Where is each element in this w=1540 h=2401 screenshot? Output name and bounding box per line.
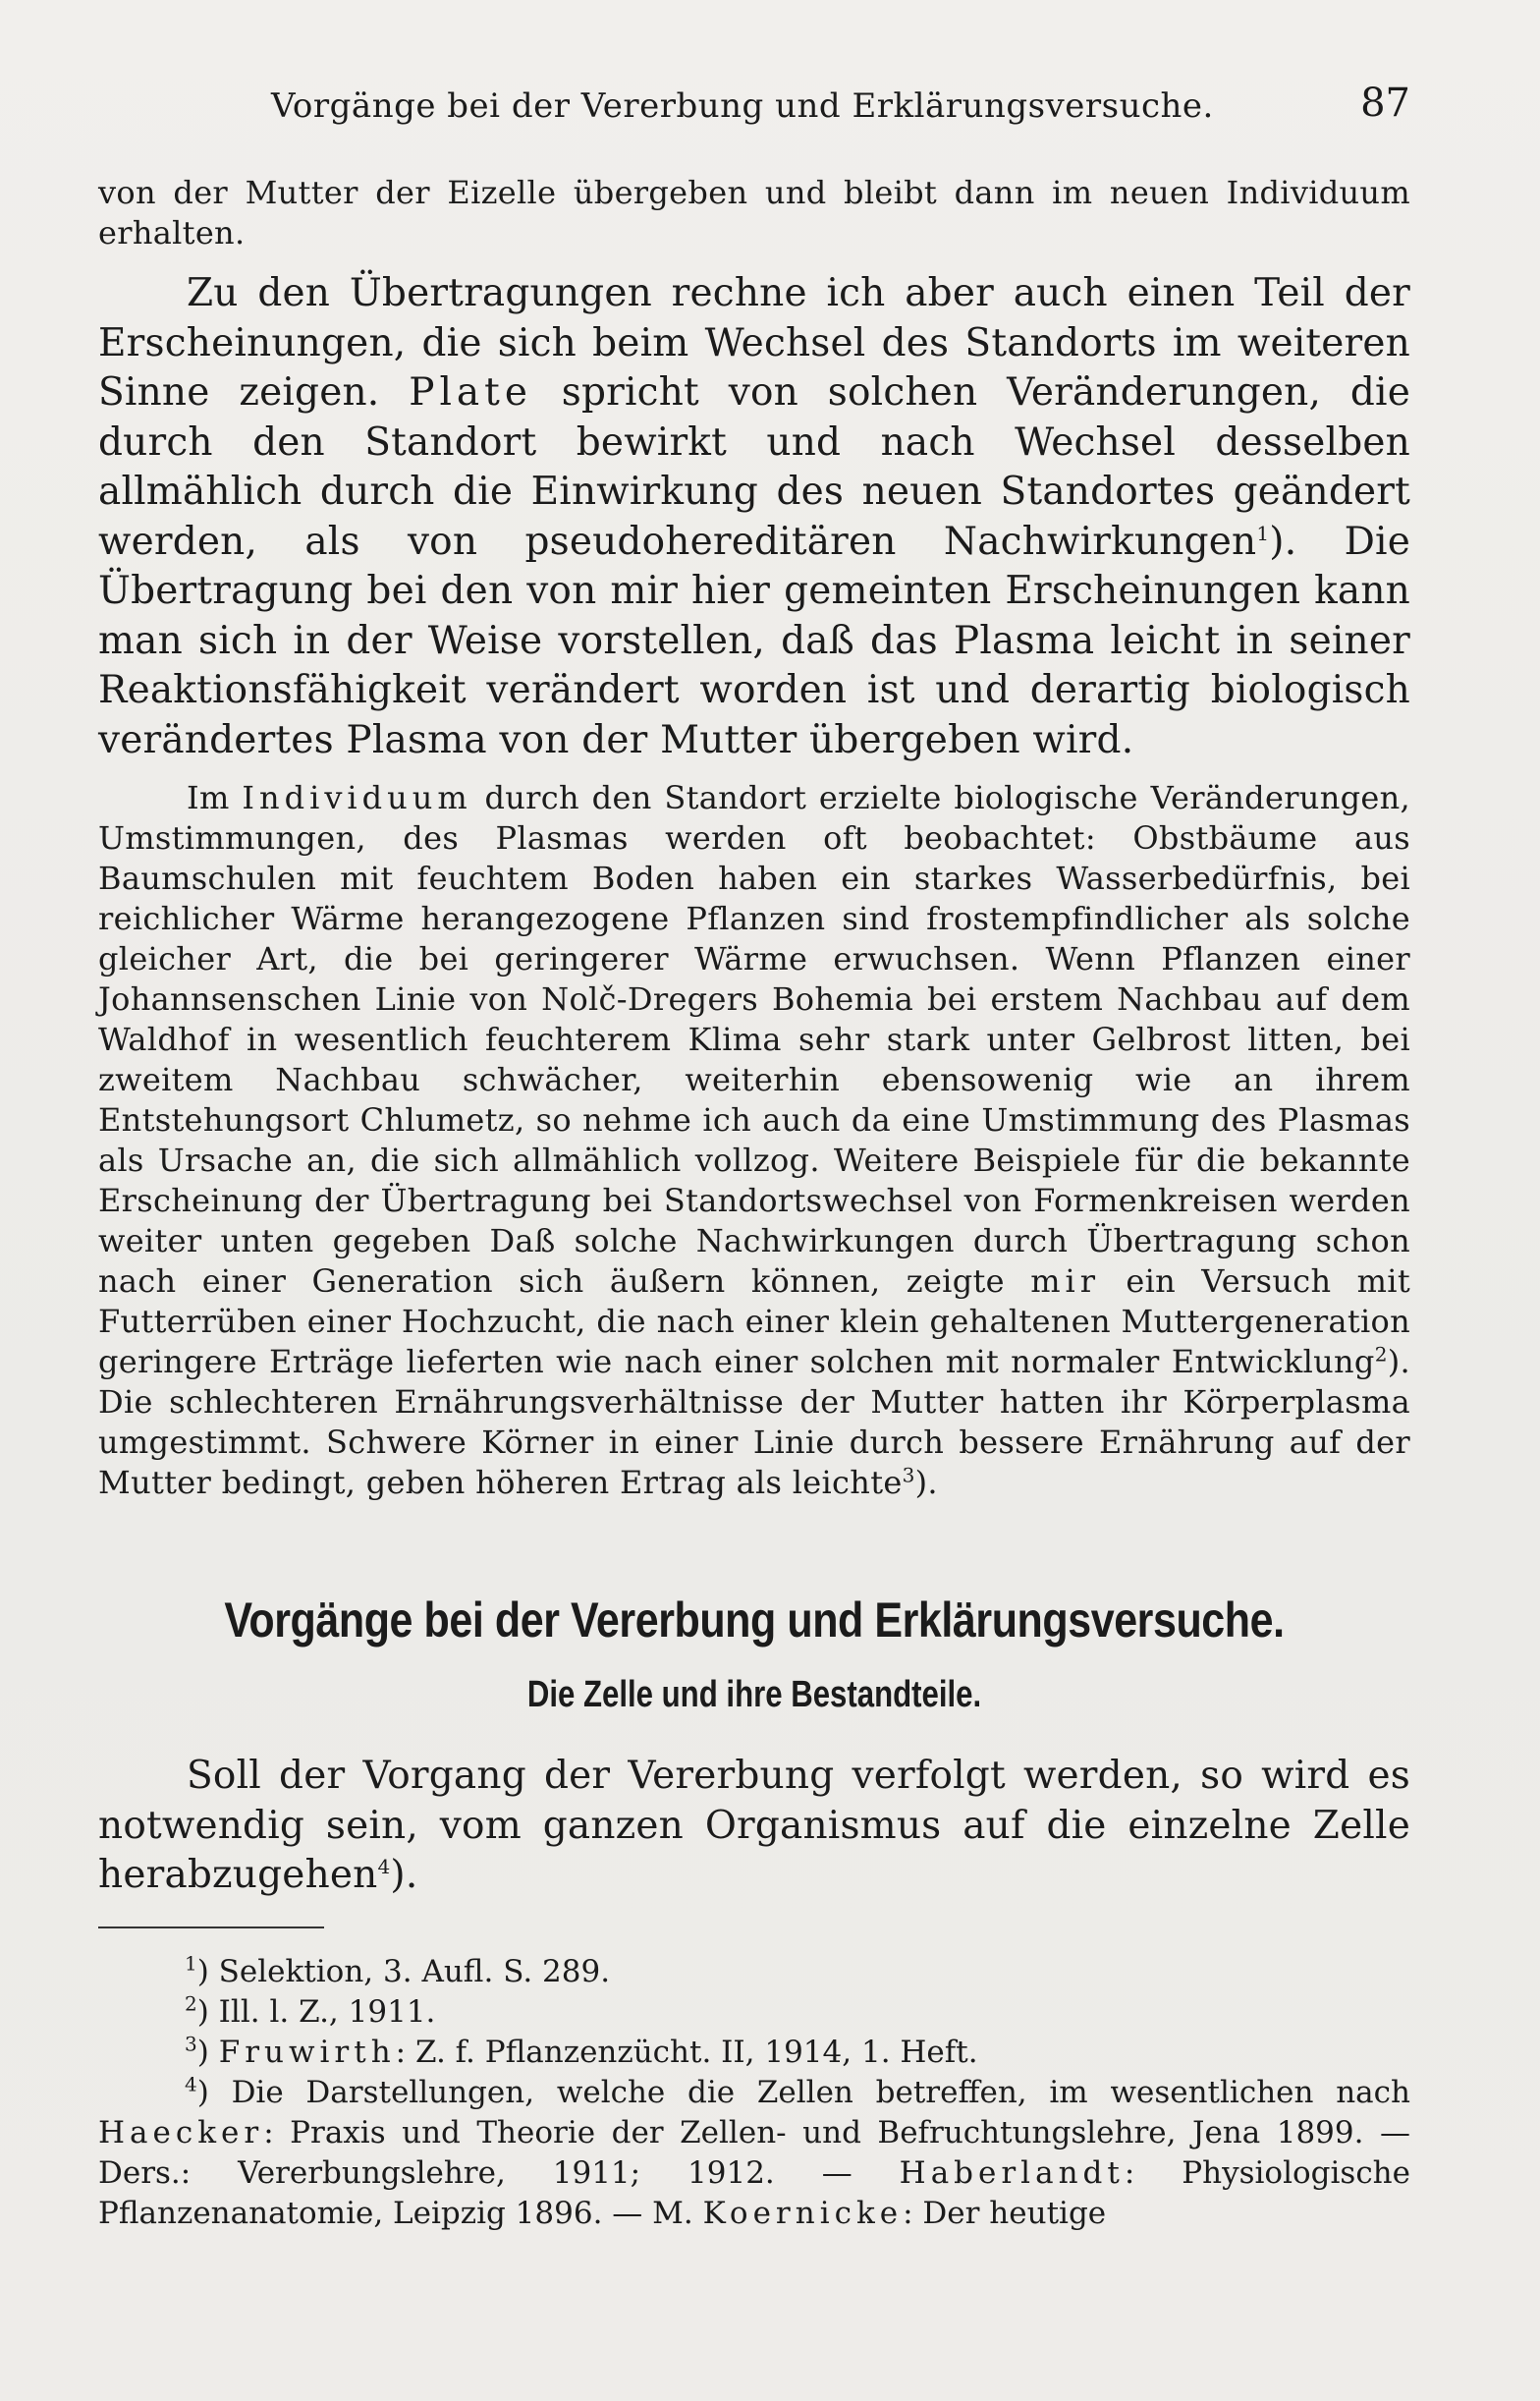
main-paragraph-transfer — [98, 269, 1410, 765]
footnote-ref: 4 — [377, 1855, 391, 1878]
footnote-text: ) Selektion, 3. Aufl. S. 289. — [196, 1954, 611, 1989]
subsection-heading: Die Zelle und ihre Bestandteile. — [526, 1674, 982, 1715]
running-head-title: Vorgänge bei der Vererbung und Erklärungsversuche. — [271, 86, 1214, 126]
footnote-mark: 4 — [185, 2072, 197, 2096]
footnote-text: ) — [196, 2035, 219, 2070]
text-run: ein Versuch mit Futterrüben einer Hochzucht, die nach einer klein gehaltenen Muttergeneration geringere Erträge lieferten wie nach einer solchen mit normaler Entwicklung — [98, 1262, 1410, 1380]
section-heading: Vorgänge bei der Vererbung und Erklärungsversuche. — [224, 1592, 1285, 1647]
footnotes — [98, 1952, 1410, 2234]
continuation-paragraph — [98, 173, 1410, 253]
footnote-3 — [98, 2033, 1410, 2073]
footnote-rule — [98, 1926, 324, 1928]
author-name-koernicke: Koernicke — [702, 2196, 904, 2231]
footnote-text: : Der heutige — [903, 2196, 1107, 2231]
text-run: Soll der Vorgang der Vererbung verfolgt werden, so wird es notwendig sein, vom ganzen Organismus auf die einzelne Zelle herabzugehen — [98, 1754, 1410, 1897]
footnote-ref: 2 — [1374, 1342, 1388, 1367]
footnote-mark: 2 — [185, 1991, 197, 2016]
small-print-paragraph — [98, 778, 1410, 1503]
footnote-ref: 1 — [1256, 521, 1270, 545]
footnote-mark: 3 — [185, 2032, 197, 2056]
text-run: ). Die schlechteren Ernährungsverhältnisse der Mutter hatten ihr Körperplasma umgestimmt. Schwere Körner in einer Linie durch bessere Ernährung auf der Mutter bedingt, geben höheren Ertrag als leichte — [98, 1343, 1410, 1501]
emphasis-mir: mir — [1030, 1262, 1101, 1300]
text-run: ). — [914, 1464, 938, 1501]
text-run: spricht von solchen Veränderungen, die durch den Standort bewirkt und nach Wechsel desselben allmählich durch die Einwirkung des neuen Standortes geändert werden, als von pseudohereditären Nachwirkungen — [98, 370, 1411, 564]
author-name-haberlandt: Haberlandt — [899, 2155, 1125, 2191]
author-name-plate: Plate — [409, 370, 532, 415]
author-name-haecker: Haecker — [98, 2115, 264, 2150]
footnote-1 — [98, 1952, 1410, 1992]
footnote-2 — [98, 1992, 1410, 2033]
footnote-text: ) Ill. l. Z., 1911. — [196, 1994, 436, 2030]
footnote-text: : Z. f. Pflanzenzücht. II, 1914, 1. Heft. — [395, 2035, 978, 2070]
paragraph-examples — [98, 778, 1410, 1503]
running-head — [271, 81, 1410, 140]
footnote-text: : Physiologische Pflanzenanatomie, Leipzig 1896. — M. — [98, 2155, 1410, 2231]
footnote-4 — [98, 2073, 1410, 2234]
paragraph-cell — [98, 1752, 1410, 1901]
paragraph-transfer — [98, 269, 1410, 765]
text-run: durch den Standort erzielte biologische Veränderungen, Umstimmungen, des Plasmas werden oft beobachtet: Obstbäume aus Baumschulen mit feuchtem Boden haben ein starkes Wasserbedürfnis, bei reichlicher Wärme herangezogene Pflanzen sind frostempfindlicher als solche gleicher Art, die bei geringerer Wärme erwuchsen. Wenn Pflanzen einer Johannsenschen Linie von Nolč-Dregers Bohemia bei erstem Nachbau auf dem Waldhof in wesentlich feuchterem Klima sehr stark unter Gelbrost litten, bei zweitem Nachbau schwächer, weiterhin ebensowenig wie an ihrem Entstehungsort Chlumetz, so nehme ich auch da eine Umstimmung des Plasmas als Ursache an, die sich allmählich vollzog. Weitere Beispiele für die bekannte Erscheinung der Übertragung bei Standortswechsel von Formenkreisen werden weiter unten gegeben Daß solche Nachwirkungen durch Übertragung schon nach einer Generation sich äußern können, zeigte — [98, 779, 1411, 1300]
footnote-text: ) Die Darstellungen, welche die Zellen betreffen, im wesentlichen nach — [196, 2075, 1410, 2110]
emphasis-individuum: Individuum — [242, 779, 472, 816]
text-run: Zu den Übertragungen rechne ich aber auch einen Teil der Erscheinungen, die sich beim Wechsel des Standorts im weiteren Sinne zeigen. — [98, 271, 1410, 415]
intro-paragraph-cell — [98, 1752, 1410, 1901]
footnote-ref: 3 — [902, 1463, 915, 1487]
footnote-text: : Praxis und Theorie der Zellen- und Befruchtungslehre, Jena 1899. — Ders.: Vererbungslehre, 1911; 1912. — — [98, 2115, 1410, 2191]
text-run: Im — [187, 779, 243, 816]
footnote-mark: 1 — [185, 1951, 197, 1976]
text-run: ). — [390, 1853, 418, 1897]
text-run: ). Die Übertragung bei den von mir hier gemeinten Erscheinungen kann man sich in der Weise vorstellen, daß das Plasma leicht in seiner Reaktionsfähigkeit verändert worden ist und derartig biologisch verändertes Plasma von der Mutter übergeben wird. — [98, 519, 1411, 762]
author-name-fruwirth: Fruwirth — [218, 2035, 396, 2070]
paragraph-continued: von der Mutter der Eizelle übergeben und bleibt dann im neuen Individuum erhalten. — [98, 174, 1410, 251]
page-number: 87 — [1360, 81, 1410, 126]
